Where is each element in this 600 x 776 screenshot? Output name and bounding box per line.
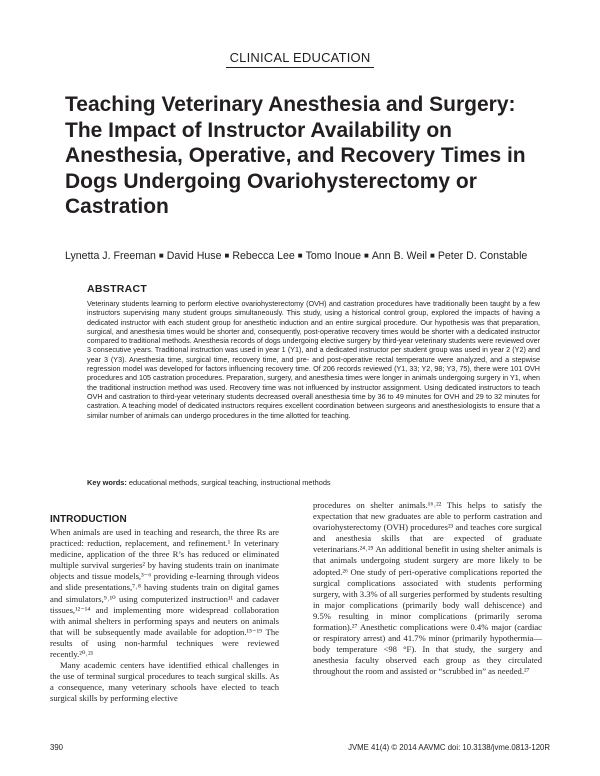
body-column-right xyxy=(313,500,542,678)
author-separator: ■ xyxy=(363,251,369,260)
author-name: Peter D. Constable xyxy=(437,250,528,262)
introduction-paragraph: procedures on shelter animals.¹⁶˒²² This helps to satisfy the expectation that new graduates are able to perform castration and ovariohysterectomy (OVH) procedures²³ and teaches core surgical and anesthesia skills that are expected of graduate veterinarians.²⁴˒²⁵ An additional benefit in using shelter animals is that animals undergoing student surgery are more likely to be adopted.²⁶ One study of peri-operative complications reported the surgical complications associated with students performing surgery, with 3.3% of all surgeries performed by students resulting in major complications (primarily body wall dehiscence) and 9.5% resulting in minor complications (primarily seroma formation).²⁷ Anesthetic complications were 0.4% major (cardiac or respiratory arrest) and 41.7% minor (primarily hypothermia—body temperature <98 °F). In that study, the surgery and anesthesia faculty observed each group as they circulated throughout the room and assisted or “scrubbed in” as needed.²⁷ xyxy=(313,500,542,677)
keywords xyxy=(87,478,540,487)
keywords-text: educational methods, surgical teaching, instructional methods xyxy=(128,478,331,487)
article-title: Teaching Veterinary Anesthesia and Surgery: The Impact of Instructor Availability on Anesthesia, Operative, and Recovery Times in Dogs Undergoing Ovariohysterectomy or Castration xyxy=(65,93,526,218)
introduction-paragraph: Many academic centers have identified ethical challenges in the use of terminal surgical procedures to teach surgical skills. As a consequence, many veterinary schools have elected to teach surgical skills by performing elective xyxy=(50,660,279,704)
author-separator: ■ xyxy=(429,251,435,260)
author-separator: ■ xyxy=(224,251,230,260)
journal-citation: JVME 41(4) © 2014 AAVMC doi: 10.3138/jvme.0813-120R xyxy=(348,743,550,752)
section-label xyxy=(0,50,600,65)
author-separator: ■ xyxy=(297,251,303,260)
body-column-left xyxy=(50,513,279,705)
author-list xyxy=(65,250,555,262)
abstract-text: Veterinary students learning to perform elective ovariohysterectomy (OVH) and castration procedures have traditionally been taught by a few instructors supervising many student groups simultaneously. This study, using a historical control group, explored the impacts of having a dedicated instructor with each student group for anesthetic induction and an entire surgical procedure. Our hypothesis was that preparation, surgical, and anesthesia times would be shorter and, consequently, post-operative recovery times would be shorter with a dedicated instructor compared to traditional methods. Anesthesia records of dogs undergoing elective surgery by third-year veterinary students were reviewed over 3 consecutive years. Traditional instruction was used in year 1 (Y1), and a dedicated instructor per student group was used in year 2 (Y2) and year 3 (Y3). Anesthesia time, surgical time, recovery time, and pre- and post-operative rectal temperature were analyzed, and a stepwise regression model was developed for factors influencing recovery time. Of 206 records reviewed (Y1, 33; Y2, 98; Y3, 75), there were 101 OVH procedures and 105 castration procedures. Preparation, surgery, and anesthesia times were longer in animals undergoing surgery in Y1, when the traditional instruction method was used. Recovery time was not influenced by instructor assignment. Using dedicated instructors to teach OVH and castration to third-year veterinary students decreased overall anesthesia time by 36 to 49 minutes for OVH and 29 to 32 minutes for castration. A teaching model of dedicated instructors requires excellent coordination between surgeons and anesthesiologists to ensure that a similar number of animals can undergo procedures in the time allotted for teaching. xyxy=(87,299,540,420)
author-name: Ann B. Weil xyxy=(371,250,427,262)
author-name: Lynetta J. Freeman xyxy=(65,250,156,262)
author-separator: ■ xyxy=(158,251,164,260)
abstract-heading: ABSTRACT xyxy=(87,283,148,295)
introduction-paragraph: When animals are used in teaching and research, the three Rs are practiced: reduction, replacement, and refinement.¹ In veterinary medicine, application of the three R’s has reduced or eliminated multiple survival surgeries² by having students train on inanimate objects and tissue models,³⁻⁶ providing e-learning through videos and slide presentations,⁷˒⁸ having students train on digital games and simulators,⁹˒¹⁰ using computerized instruction¹¹ and cadaver tissues,¹²⁻¹⁴ and implementing more widespread collaboration with animal shelters in performing spays and neuters on animals that will be subsequently made available for adoption.¹⁵⁻¹⁹ The results of using non-harmful techniques were reviewed recently.²⁰˒²¹ xyxy=(50,527,279,660)
section-label-text: CLINICAL EDUCATION xyxy=(226,50,375,68)
author-name: Tomo Inoue xyxy=(305,250,361,262)
abstract xyxy=(87,283,540,420)
author-name: Rebecca Lee xyxy=(232,250,295,262)
author-name: David Huse xyxy=(166,250,222,262)
page-number: 390 xyxy=(50,743,64,752)
introduction-heading: INTRODUCTION xyxy=(50,514,127,525)
keywords-label: Key words: xyxy=(87,478,127,487)
